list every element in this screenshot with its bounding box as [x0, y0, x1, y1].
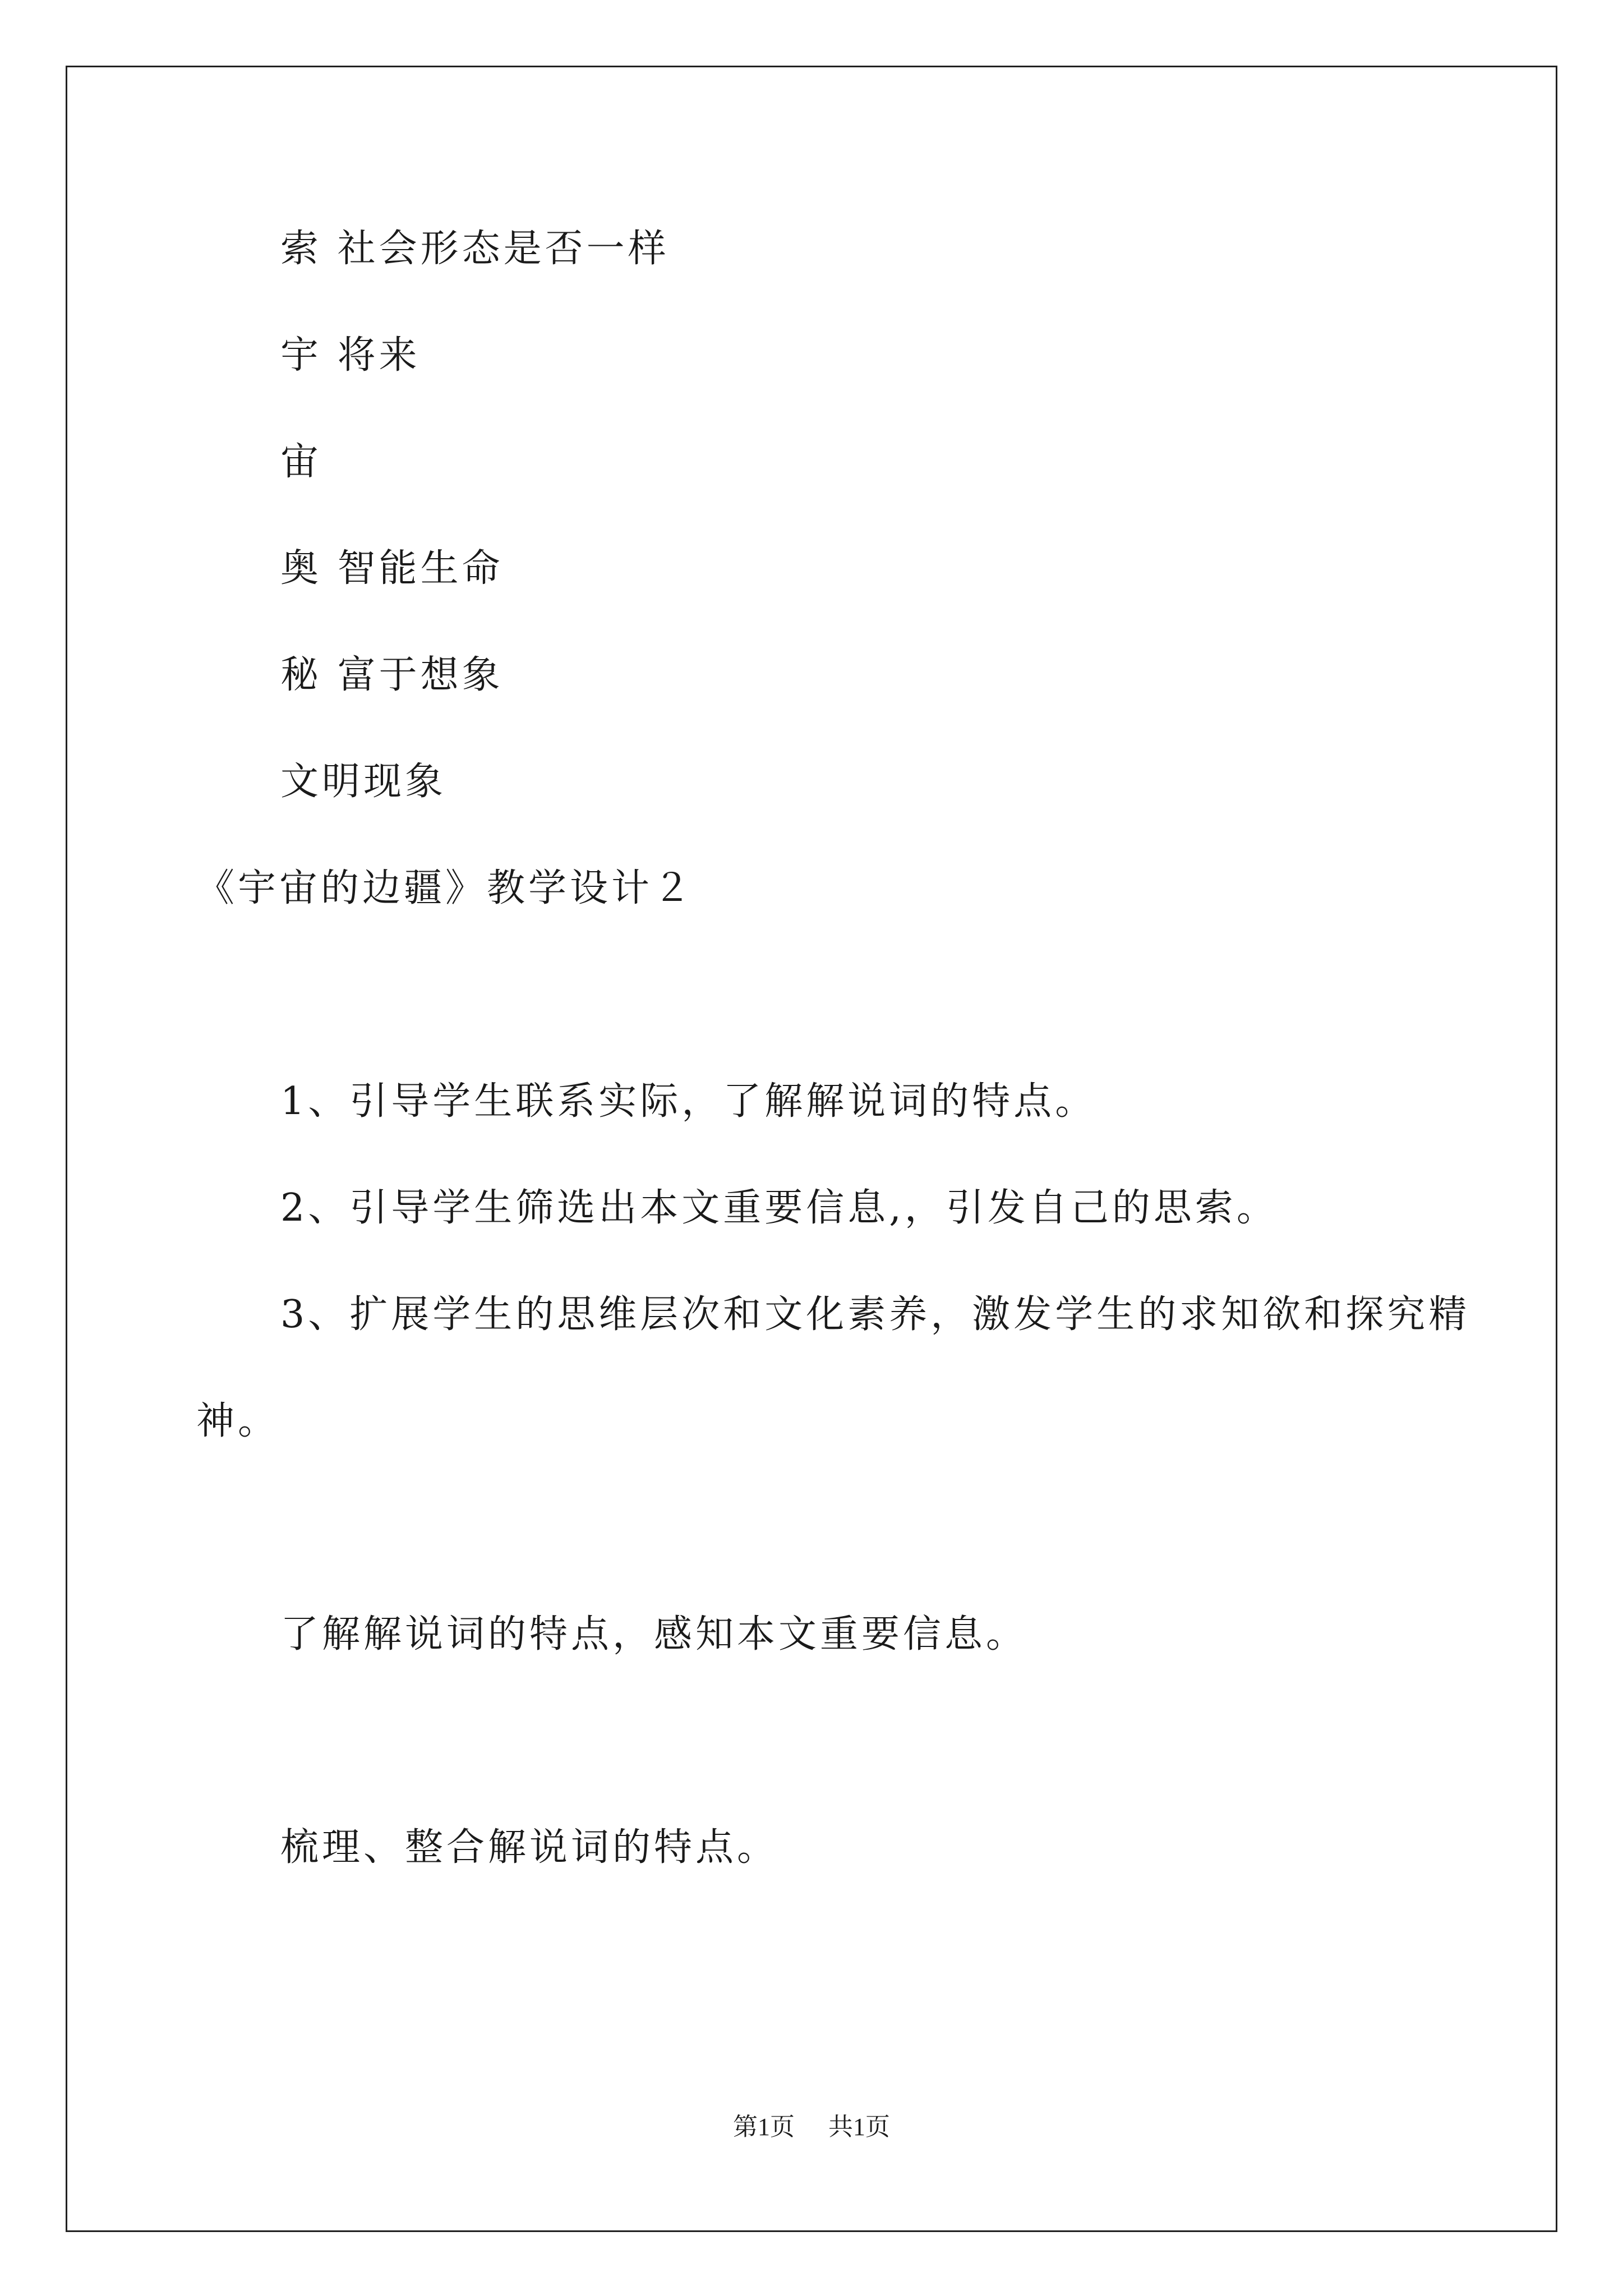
difficult-point: 梳理、整合解说词的特点。: [280, 1825, 779, 1870]
section-heading: 《宇宙的边疆》教学设计２: [196, 866, 695, 910]
page-footer: [0, 2115, 1623, 2139]
text-line-5: 秘 富于想象: [280, 653, 504, 697]
objective-3-continued: 神。: [196, 1399, 280, 1443]
text-line-6: 文明现象: [280, 760, 447, 804]
page-number-total: 共1页: [828, 2113, 890, 2141]
objective-2: 2、引导学生筛选出本文重要信息,，引发自己的思索。: [280, 1186, 1278, 1230]
page-number-current: 第1页: [733, 2113, 795, 2141]
objective-1: 1、引导学生联系实际，了解解说词的特点。: [280, 1079, 1097, 1124]
text-line-2: 宇 将来: [280, 333, 421, 378]
text-line-3: 宙: [280, 440, 322, 484]
key-point: 了解解说词的特点，感知本文重要信息。: [280, 1612, 1028, 1657]
text-line-4: 奥 智能生命: [280, 546, 504, 591]
objective-3: 3、扩展学生的思维层次和文化素养，激发学生的求知欲和探究精: [280, 1292, 1470, 1337]
page-border: [66, 66, 1557, 2232]
text-line-1: 索 社会形态是否一样: [280, 227, 670, 271]
